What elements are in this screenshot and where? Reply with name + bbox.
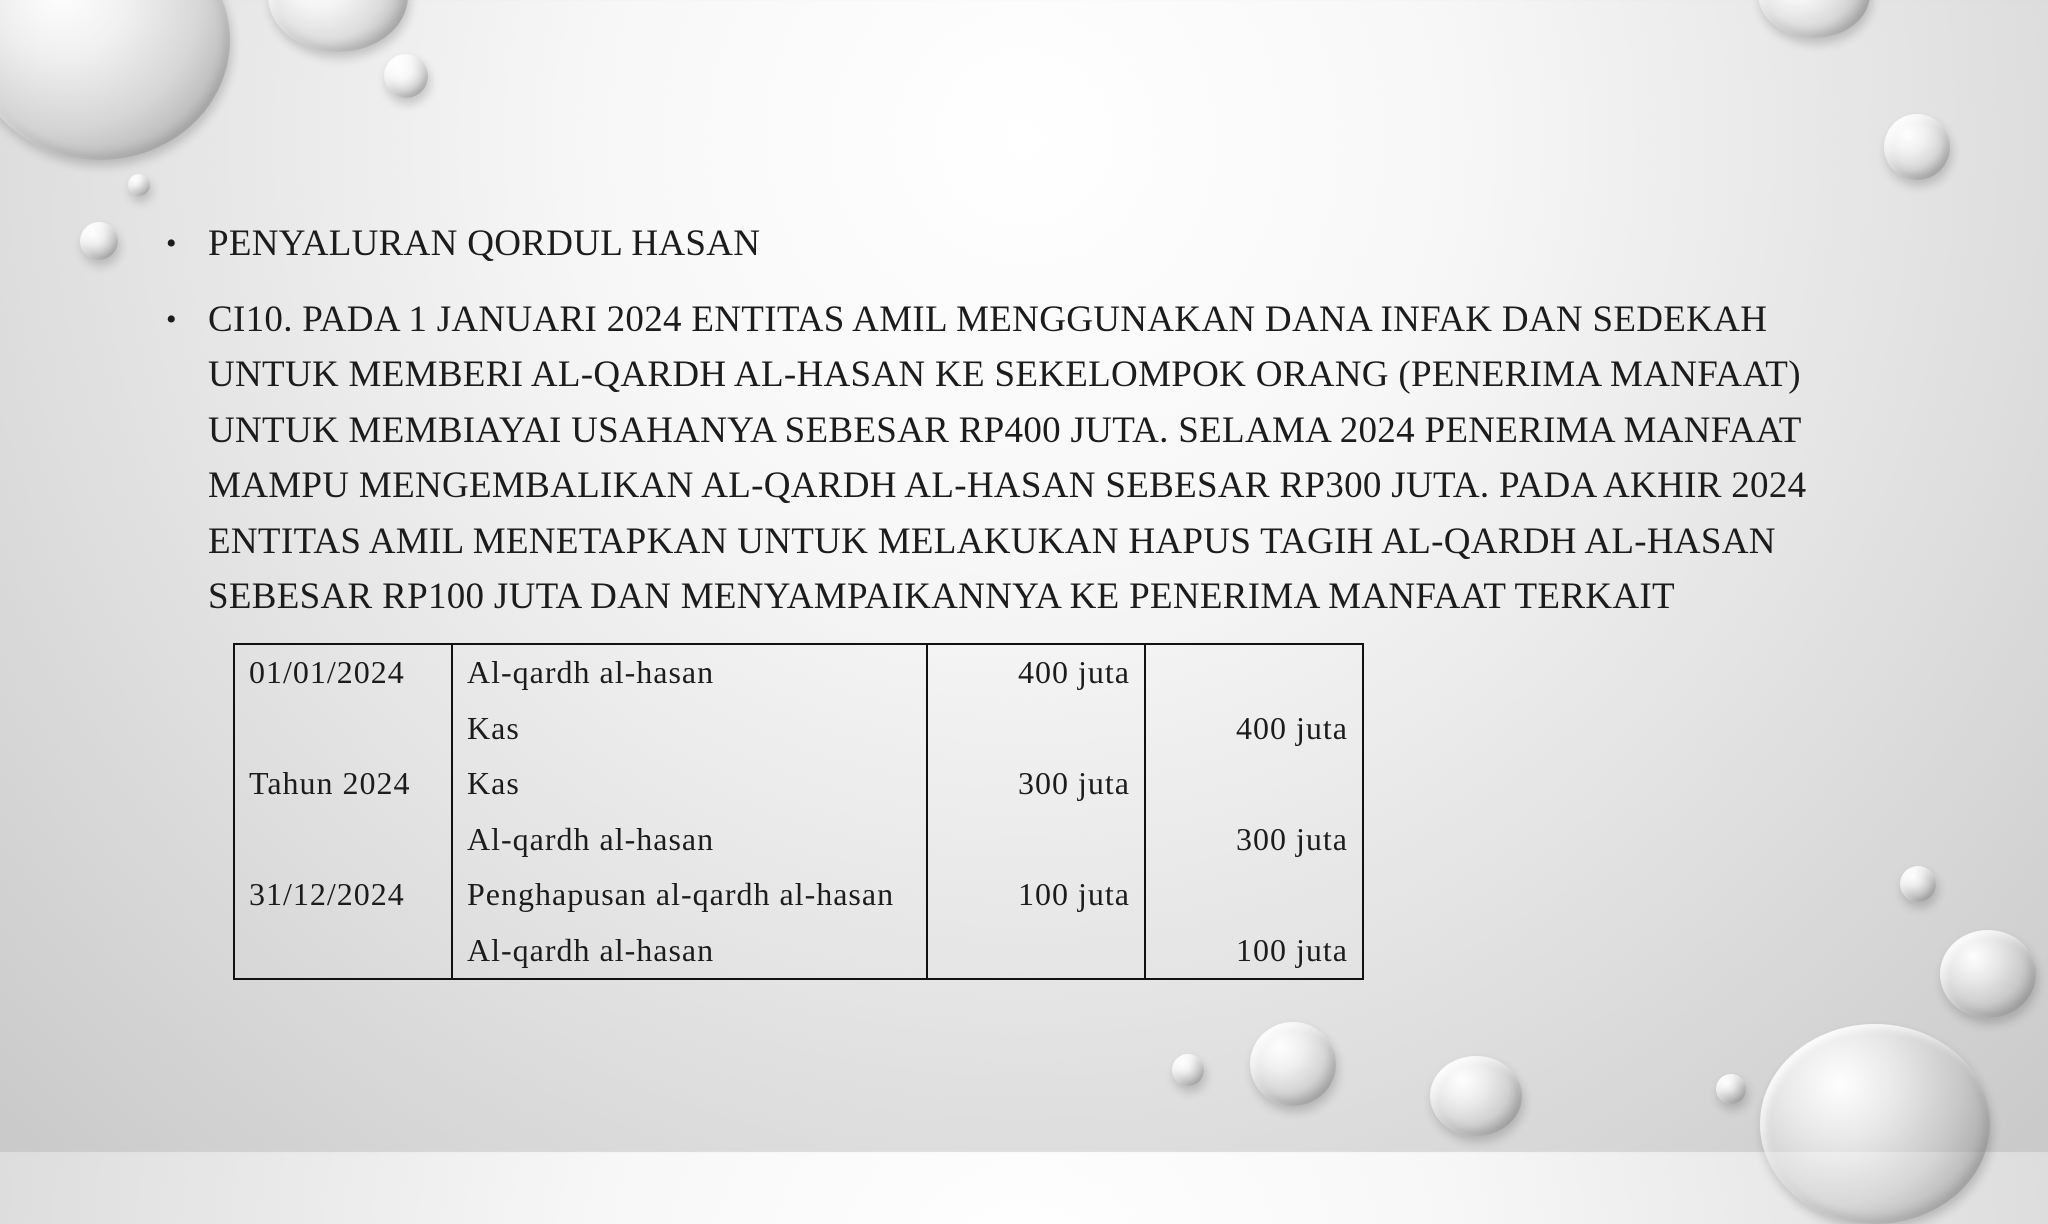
- water-drop-decoration: [384, 54, 428, 98]
- bullet-item: [160, 216, 1880, 272]
- credit-cell: 400 juta: [1145, 701, 1363, 757]
- bullet-item: [160, 292, 1880, 625]
- credit-cell: [1145, 756, 1363, 812]
- bullet-dot-icon: •: [166, 227, 177, 260]
- water-drop-decoration: [128, 174, 150, 196]
- date-cell: [234, 812, 452, 868]
- water-drop-decoration: [1884, 114, 1950, 180]
- bullet-text-case: CI10. PADA 1 JANUARI 2024 ENTITAS AMIL MENGGUNAKAN DANA INFAK DAN SEDEKAH UNTUK MEMBERI AL-QARDH AL-HASAN KE SEKELOMPOK ORANG (PENERIMA MANFAAT) UNTUK MEMBIAYAI USAHANYA SEBESAR RP400 JUTA. SELAMA 2024 PENERIMA MANFAAT MAMPU MENGEMBALIKAN AL-QARDH AL-HASAN SEBESAR RP300 JUTA. PADA AKHIR 2024 ENTITAS AMIL MENETAPKAN UNTUK MELAKUKAN HAPUS TAGIH AL-QARDH AL-HASAN SEBESAR RP100 JUTA DAN MENYAMPAIKANNYA KE PENERIMA MANFAAT TERKAIT: [208, 298, 1807, 617]
- water-drop-decoration: [1250, 1022, 1336, 1106]
- table-row: [234, 644, 1363, 701]
- table-row: [234, 812, 1363, 868]
- table-row: [234, 923, 1363, 980]
- credit-cell: [1145, 867, 1363, 923]
- table-row: [234, 756, 1363, 812]
- credit-cell: 300 juta: [1145, 812, 1363, 868]
- date-cell: 31/12/2024: [234, 867, 452, 923]
- account-cell: Penghapusan al-qardh al-hasan: [452, 867, 927, 923]
- date-cell: 01/01/2024: [234, 644, 452, 701]
- bullet-text-heading: PENYALURAN QORDUL HASAN: [208, 223, 761, 264]
- debit-cell: 400 juta: [927, 644, 1145, 701]
- water-drop-decoration: [268, 0, 408, 52]
- table-row: [234, 867, 1363, 923]
- date-cell: [234, 923, 452, 980]
- bullet-list: [160, 216, 1880, 645]
- date-cell: [234, 701, 452, 757]
- water-drop-decoration: [1758, 0, 1870, 38]
- account-cell: Kas: [452, 756, 927, 812]
- water-drop-decoration: [1430, 1056, 1522, 1136]
- debit-cell: [927, 812, 1145, 868]
- debit-cell: 100 juta: [927, 867, 1145, 923]
- credit-cell: 100 juta: [1145, 923, 1363, 980]
- table-row: [234, 701, 1363, 757]
- debit-cell: [927, 923, 1145, 980]
- water-drop-decoration: [80, 222, 118, 260]
- bullet-dot-icon: •: [166, 302, 177, 336]
- account-cell: Al-qardh al-hasan: [452, 923, 927, 980]
- journal-entry-table: [233, 643, 1364, 980]
- water-drop-decoration: [1716, 1074, 1746, 1104]
- water-drop-decoration: [1900, 866, 1936, 902]
- account-cell: Al-qardh al-hasan: [452, 812, 927, 868]
- water-drop-decoration: [1940, 930, 2036, 1018]
- water-drop-decoration: [0, 0, 230, 160]
- debit-cell: 300 juta: [927, 756, 1145, 812]
- account-cell: Kas: [452, 701, 927, 757]
- debit-cell: [927, 701, 1145, 757]
- water-drop-decoration: [1760, 1024, 1990, 1224]
- water-drop-decoration: [1172, 1054, 1204, 1086]
- account-cell: Al-qardh al-hasan: [452, 644, 927, 701]
- credit-cell: [1145, 644, 1363, 701]
- date-cell: Tahun 2024: [234, 756, 452, 812]
